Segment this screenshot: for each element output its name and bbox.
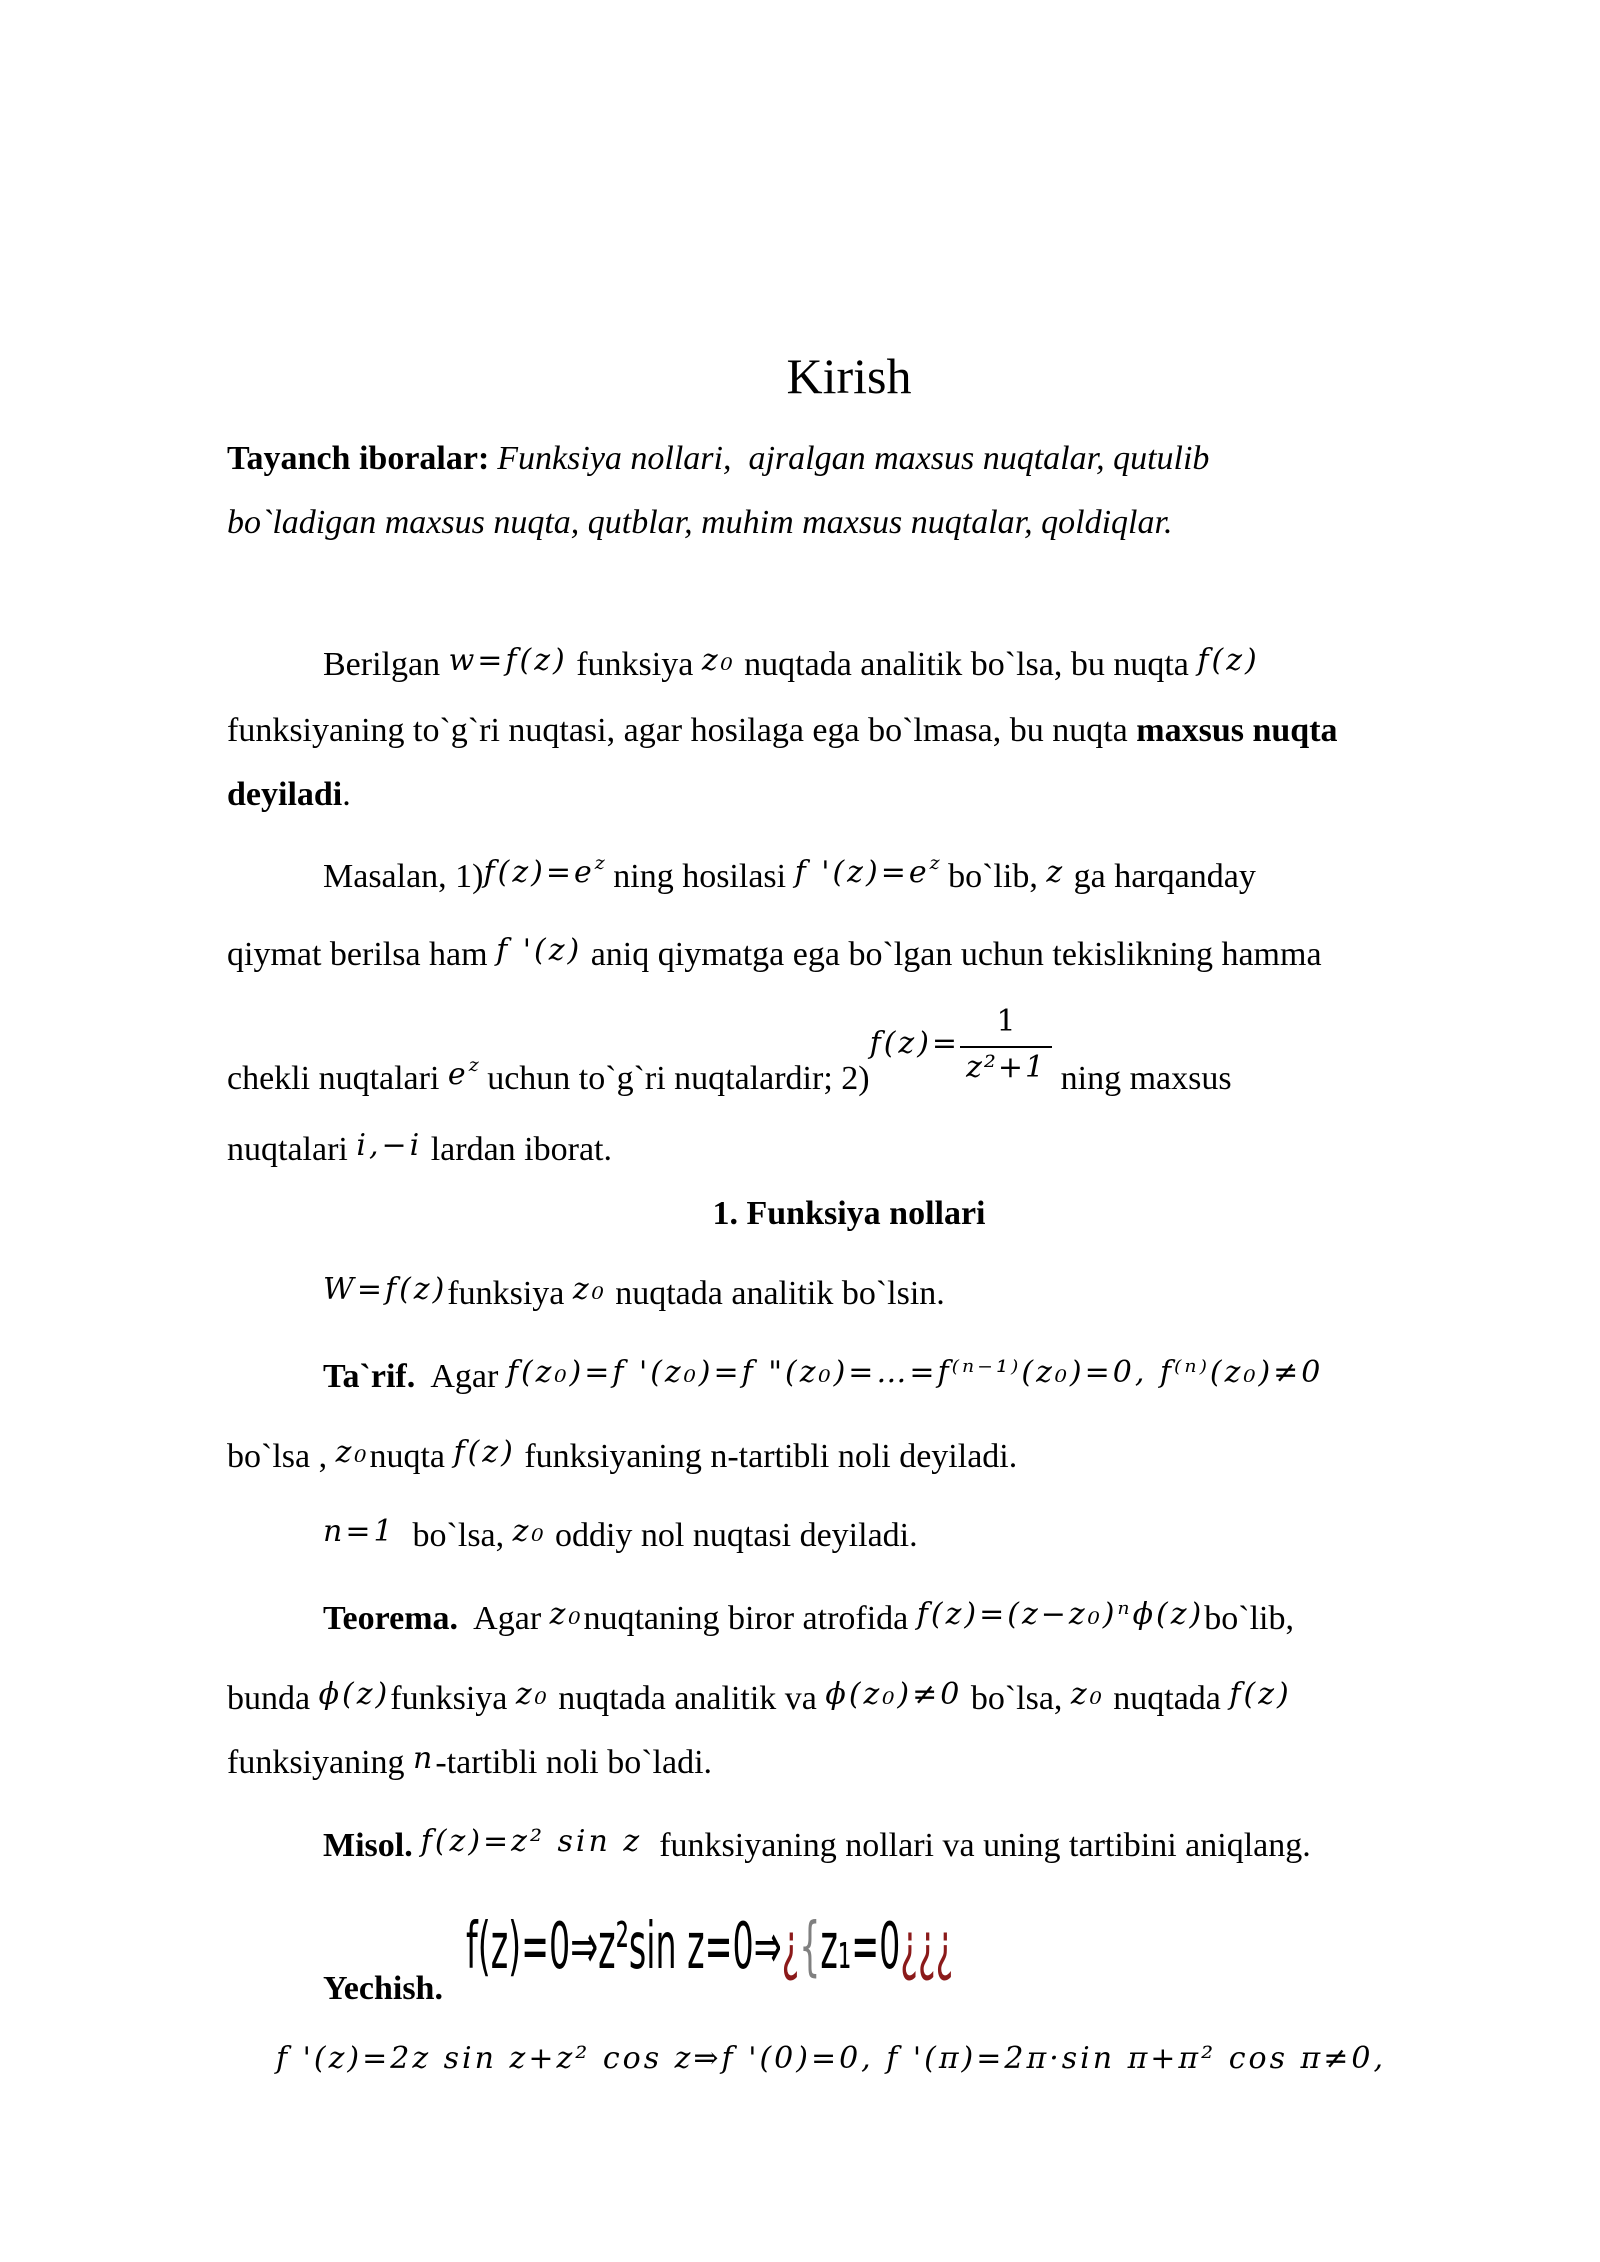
definition-line-1 (323, 1357, 1323, 1398)
math-expression: z₀ (335, 1435, 370, 1470)
superscript: z (594, 852, 605, 874)
text-segment: bo`lsa, (962, 1680, 1071, 1717)
math-expression: i,−i (356, 1128, 423, 1163)
solution-line-2 (276, 2043, 1386, 2084)
bold-term: maxsus nuqta (1136, 712, 1338, 749)
intro-line-3 (227, 775, 351, 815)
text-segment: funksiya (567, 646, 702, 683)
text-segment: Berilgan (323, 646, 449, 683)
solution-formula (466, 1910, 954, 1984)
math-expression: f(z₀)=f '(z₀)=f "(z₀)=…=f⁽ⁿ⁻¹⁾(z₀)=0, f⁽ⁿ⁾(z₀)≠0 (506, 1355, 1324, 1390)
text-segment: funksiyaning n-tartibli noli deyiladi. (515, 1438, 1018, 1475)
math-expression: f '(z)=2z sin z+z² cos z⇒f '(0)=0, f '(π)=2π·sin π+π² cos π≠0, (276, 2041, 1386, 2076)
keywords-text: Funksiya nollari, ajralgan maxsus nuqtalar, qutulib (497, 440, 1210, 477)
superscript: z (468, 1054, 479, 1076)
math-expression (794, 852, 940, 890)
math-expression: f(z) (453, 1435, 516, 1470)
bold-term: Misol. (323, 1827, 413, 1864)
theorem-line-3 (227, 1743, 712, 1784)
page-title: Kirish (786, 348, 912, 404)
text-segment: nuqtaning biror atrofida (583, 1600, 917, 1637)
text-segment: funksiyaning nollari va uning tartibini aniqlang. (642, 1827, 1311, 1864)
definition-line-3 (323, 1516, 918, 1557)
theorem-line-1 (323, 1599, 1294, 1640)
text-segment: bo`lib, (1204, 1600, 1294, 1637)
text-segment: -tartibli noli bo`ladi. (435, 1744, 713, 1781)
text-segment: nuqtada analitik bo`lsa, bu nuqta (735, 646, 1198, 683)
text-segment: chekli nuqtalari (227, 1060, 448, 1097)
example-line-2 (227, 935, 1322, 976)
bold-term: Ta`rif. (323, 1358, 416, 1395)
fraction-denominator: z²+1 (960, 1046, 1052, 1088)
text-segment: . (342, 776, 351, 813)
fraction (960, 1004, 1052, 1088)
math-expression: z₀ (512, 1514, 547, 1549)
math-expression: f(z)=z² sin z (420, 1824, 643, 1859)
math-expression: n=1 (323, 1514, 396, 1549)
math-expression: w=f(z) (448, 643, 568, 678)
text-segment: nuqtada analitik bo`lsin. (606, 1275, 945, 1312)
example-line-3 (227, 1004, 1232, 1100)
text-segment: lardan iborat. (422, 1131, 612, 1168)
keywords-label: Tayanch iboralar: (227, 440, 490, 477)
keywords-line-1 (227, 439, 1209, 479)
definition-line-2 (227, 1437, 1017, 1478)
math-expression: f(z)=(z−z₀)ⁿϕ(z) (916, 1597, 1205, 1632)
formula-part: f(z)=0⇒z²sin z=0⇒ (466, 1910, 782, 1984)
text-segment: nuqta (369, 1438, 454, 1475)
math-expression: ϕ(z₀)≠0 (825, 1677, 963, 1712)
math-expression: z (1046, 855, 1066, 890)
text-segment: ning hosilasi (604, 858, 795, 895)
math-expression: z₀ (1070, 1677, 1105, 1712)
section1-line-1 (323, 1274, 945, 1315)
text-segment: bo`lsa , (227, 1438, 336, 1475)
math-expression: f '(z) (496, 933, 583, 968)
math-expression: f(z)= (869, 1026, 961, 1061)
text-segment: funksiya (447, 1275, 573, 1312)
text-segment: nuqtalari (227, 1131, 357, 1168)
text-segment: nuqtada (1104, 1680, 1230, 1717)
math-expression: z₀ (515, 1677, 550, 1712)
example-line-4 (227, 1130, 612, 1171)
fraction-numerator: 1 (996, 1004, 1016, 1039)
text-segment: ning maxsus (1052, 1060, 1232, 1097)
bold-term: deyiladi (227, 776, 343, 813)
section-heading: 1. Funksiya nollari (712, 1195, 986, 1232)
text-segment: bo`lsa, (395, 1517, 513, 1554)
text-segment: nuqtada analitik va (549, 1680, 826, 1717)
text-segment: uchun to`g`ri nuqtalardir; 2) (478, 1060, 870, 1097)
formula-part: z₁=0 (820, 1910, 901, 1984)
math-expression (447, 1054, 479, 1092)
theorem-line-2 (227, 1679, 1292, 1720)
bold-term: Teorema. (323, 1600, 459, 1637)
brace-glyph: { (799, 1910, 821, 1984)
text-segment: aniq qiymatga ega bo`lgan uchun tekislikning hamma (582, 936, 1322, 973)
text-segment: funksiya (390, 1680, 516, 1717)
text-segment: bo`lib, (939, 858, 1047, 895)
intro-line-2 (227, 711, 1338, 751)
problem-line (323, 1826, 1311, 1867)
math-base: e (447, 1057, 469, 1092)
example-line-1 (323, 852, 1256, 898)
math-expression: z₀ (701, 643, 736, 678)
text-segment: funksiyaning to`g`ri nuqtasi, agar hosilaga ega bo`lmasa, bu nuqta (227, 712, 1137, 749)
question-glyph: ¿¿¿ (900, 1910, 954, 1984)
math-expression: n (413, 1741, 436, 1776)
math-expression: f(z) (1197, 643, 1260, 678)
text-segment: qiymat berilsa ham (227, 936, 497, 973)
question-glyph: ¿ (781, 1910, 800, 1984)
math-base: f '(z)=e (794, 855, 930, 890)
keywords-line-2: bo`ladigan maxsus nuqta, qutblar, muhim maxsus nuqtalar, qoldiqlar. (227, 504, 1173, 541)
text-segment: funksiyaning (227, 1744, 414, 1781)
text-segment: bunda (227, 1680, 319, 1717)
text-segment: Masalan, 1) (323, 858, 484, 895)
intro-line-1 (323, 645, 1260, 686)
math-expression: W=f(z) (323, 1272, 448, 1307)
math-expression: z₀ (549, 1597, 584, 1632)
text-segment: Agar (415, 1358, 507, 1395)
math-expression: f(z) (1229, 1677, 1292, 1712)
math-base: f(z)=e (483, 855, 595, 890)
text-segment: oddiy nol nuqtasi deyiladi. (546, 1517, 918, 1554)
math-expression (483, 852, 605, 890)
math-expression: ϕ(z) (318, 1677, 391, 1712)
math-expression: z₀ (572, 1272, 607, 1307)
solution-label: Yechish. (323, 1970, 443, 2007)
superscript: z (929, 852, 940, 874)
text-segment: ga harqanday (1065, 858, 1256, 895)
text-segment: Agar (458, 1600, 550, 1637)
